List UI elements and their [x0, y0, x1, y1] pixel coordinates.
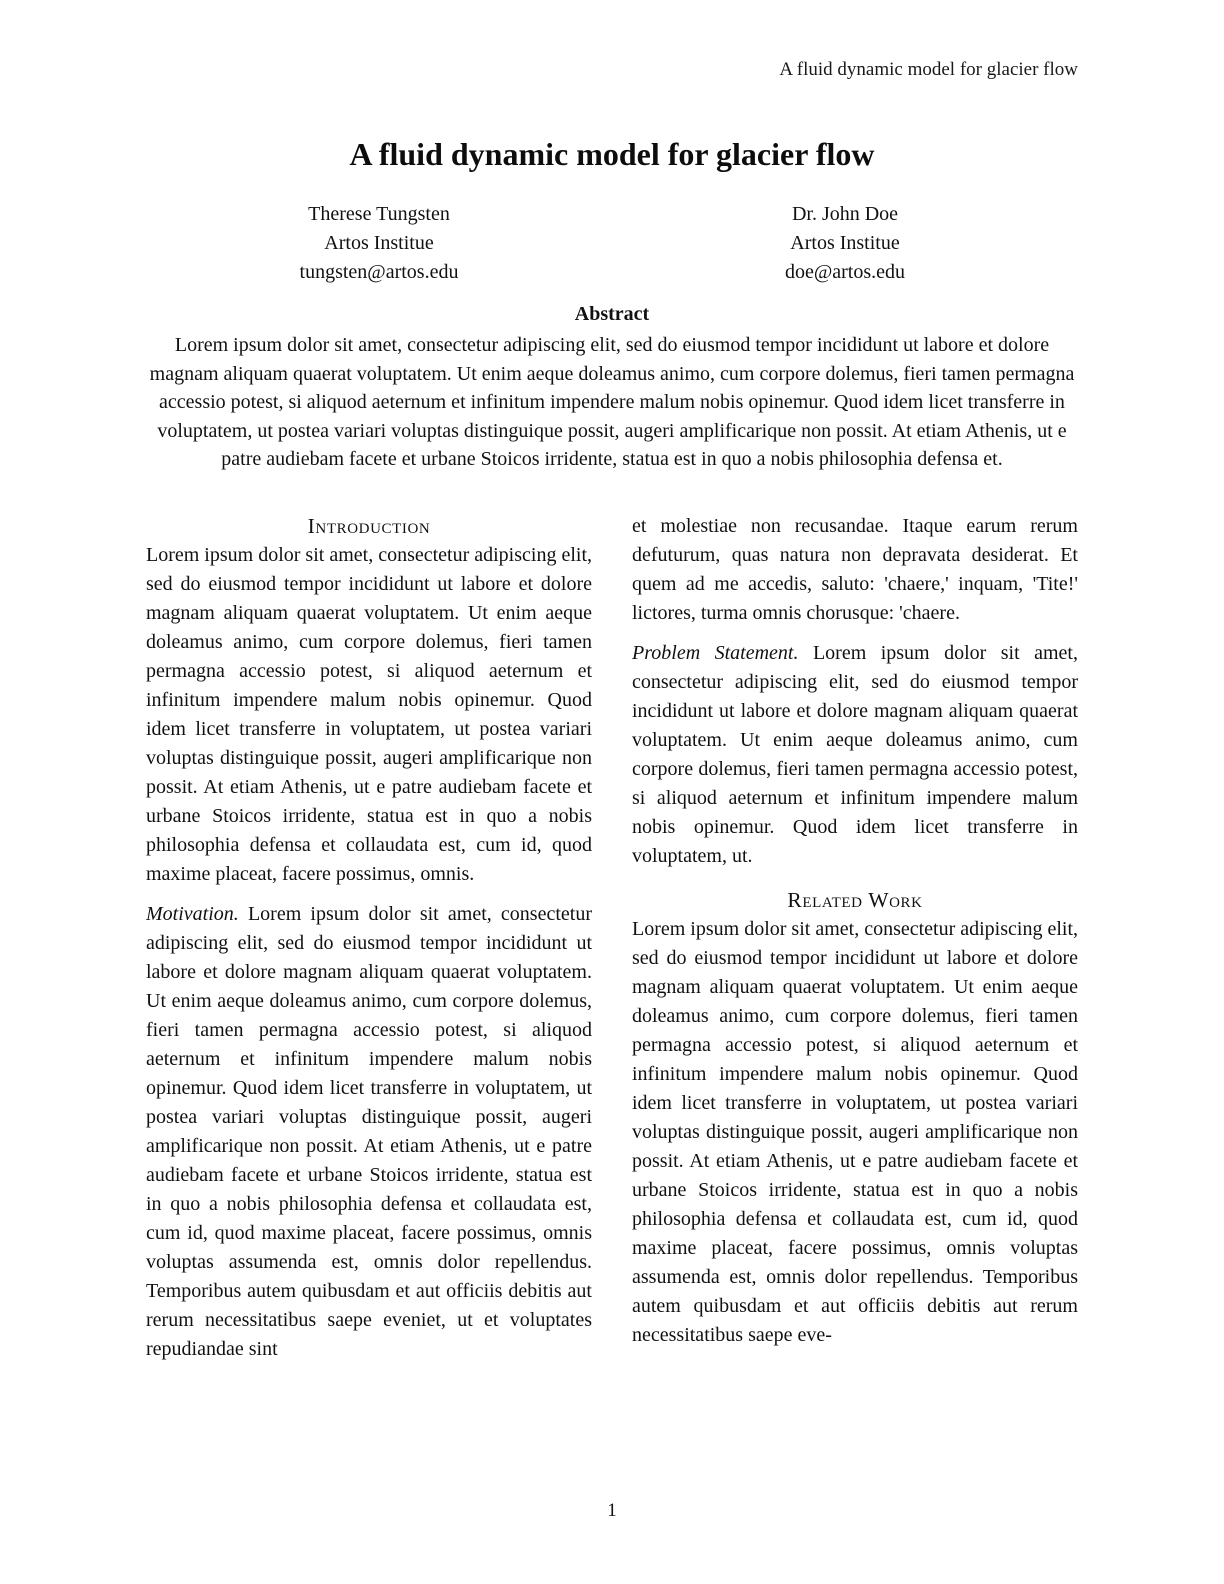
- author-block-1: [146, 200, 612, 287]
- section-heading-introduction: Introduction: [307, 513, 431, 538]
- motivation-continuation-paragraph: et molestiae non recusandae. Itaque earum rerum defuturum, quas natura non depravata desiderat. Et quem ad me accedis, saluto: 'chaere,' inquam, 'Tite!' lictores, turma omnis chorusque: 'chaere.: [632, 514, 1078, 624]
- problem-statement-text: Lorem ipsum dolor sit amet, consectetur adipiscing elit, sed do eiusmod tempor incididunt ut labore et dolore magnam aliquam quaerat voluptatem. Ut enim aeque doleamus animo, cum corpore dolemus, fieri tamen permagna accessio potest, si aliquod aeternum et infinitum impendere malum nobis opinemur. Quod idem licet transferre in voluptatem, ut.: [632, 641, 1078, 867]
- introduction-paragraph: Lorem ipsum dolor sit amet, consectetur adipiscing elit, sed do eiusmod tempor incididunt ut labore et dolore magnam aliquam quaerat voluptatem. Ut enim aeque doleamus animo, cum corpore dolemus, fieri tamen permagna accessio potest, si aliquod aeternum et infinitum impendere malum nobis opinemur. Quod idem licet transferre in voluptatem, ut postea variari voluptas distinguique possit, augeri amplificarique non possit. At etiam Athenis, ut e patre audiebam facete et urbane Stoicos irridente, statua est in quo a nobis philosophia defensa et collaudata est, cum id, quod maxime placeat, facere possimus, omnis.: [146, 543, 593, 885]
- motivation-label: Motivation.: [146, 902, 239, 925]
- running-head: A fluid dynamic model for glacier flow: [779, 59, 1078, 80]
- motivation-text: Lorem ipsum dolor sit amet, consectetur adipiscing elit, sed do eiusmod tempor incididunt ut labore et dolore magnam aliquam quaerat voluptatem. Ut enim aeque doleamus animo, cum corpore dolemus, fieri tamen permagna accessio potest, si aliquod aeternum et infinitum impendere malum nobis opinemur. Quod idem licet transferre in voluptatem, ut postea variari voluptas distinguique possit, augeri amplificarique non possit. At etiam Athenis, ut e patre audiebam facete et urbane Stoicos irridente, statua est in quo a nobis philosophia defensa et collaudata est, cum id, quod maxime placeat, facere possimus, omnis voluptas assumenda est, omnis dolor repellendus. Temporibus autem quibusdam et aut officiis debitis aut rerum necessitatibus saepe eveniet, ut et voluptates repudiandae sint: [146, 902, 592, 1360]
- author-email: tungsten@artos.edu: [299, 261, 459, 283]
- author-affiliation: Artos Institue: [790, 232, 900, 254]
- abstract-heading: Abstract: [574, 303, 650, 325]
- related-work-paragraph: Lorem ipsum dolor sit amet, consectetur adipiscing elit, sed do eiusmod tempor incididunt ut labore et dolore magnam aliquam quaerat voluptatem. Ut enim aeque doleamus animo, cum corpore dolemus, fieri tamen permagna accessio potest, si aliquod aeternum et infinitum impendere malum nobis opinemur. Quod idem licet transferre in voluptatem, ut postea variari voluptas distinguique possit, augeri amplificarique non possit. At etiam Athenis, ut e patre audiebam facete et urbane Stoicos irridente, statua est in quo a nobis philosophia defensa et collaudata est, cum id, quod maxime placeat, facere possimus, omnis voluptas assumenda est, omnis dolor repellendus. Temporibus autem quibusdam et aut officiis debitis aut rerum necessitatibus saepe eve-: [632, 917, 1079, 1346]
- author-name: Dr. John Doe: [791, 203, 899, 225]
- column-right: [632, 512, 1078, 1364]
- section-heading-related-work: Related Work: [787, 887, 923, 912]
- author-name: Therese Tungsten: [308, 203, 450, 225]
- two-column-body: [146, 512, 1078, 1364]
- column-left: [146, 512, 592, 1364]
- authors-row: [146, 200, 1078, 287]
- abstract-text: Lorem ipsum dolor sit amet, consectetur adipiscing elit, sed do eiusmod tempor incididunt ut labore et dolore magnam aliquam quaerat voluptatem. Ut enim aeque doleamus animo, cum corpore dolemus, fieri tamen permagna accessio potest, si aliquod aeternum et infinitum impendere malum nobis opinemur. Quod idem licet transferre in voluptatem, ut postea variari voluptas distinguique possit, augeri amplificarique non possit. At etiam Athenis, ut e patre audiebam facete et urbane Stoicos irridente, statua est in quo a nobis philosophia defensa et.: [149, 334, 1075, 470]
- page-number: 1: [607, 1500, 617, 1521]
- problem-statement-label: Problem Statement.: [632, 641, 799, 664]
- author-affiliation: Artos Institue: [324, 232, 434, 254]
- motivation-paragraph: [146, 900, 592, 1364]
- problem-statement-paragraph: [632, 639, 1078, 871]
- author-email: doe@artos.edu: [784, 261, 906, 283]
- paper-title: A fluid dynamic model for glacier flow: [349, 136, 875, 172]
- author-block-2: [612, 200, 1078, 287]
